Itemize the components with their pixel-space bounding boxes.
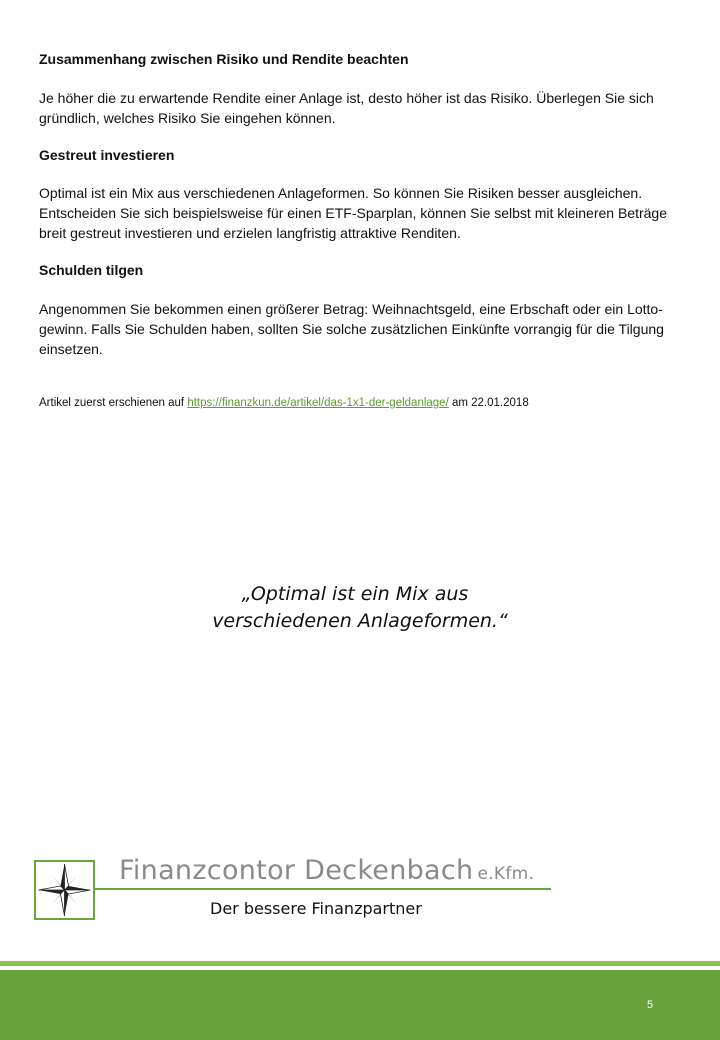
brand-name xyxy=(119,854,534,891)
quote-line-1: „Optimal ist ein Mix aus xyxy=(241,583,469,605)
source-link[interactable]: https://finanzkun.de/artikel/das-1x1-der-geldanlage/ xyxy=(187,397,449,409)
brand-tagline: Der bessere Finanzpartner xyxy=(210,899,422,918)
brand-name-text: Finanzcontor Deckenbach xyxy=(119,855,474,886)
text-line: Optimal ist ein Mix aus verschiedenen Anlageformen. So können Sie Risiken besser ausgleichen. xyxy=(39,185,643,201)
heading-risk-return: Zusammenhang zwischen Risiko und Rendite beachten xyxy=(39,51,409,67)
text-line: Entscheiden Sie sich beispielsweise für einen ETF-Sparplan, können Sie selbst mit kleineren Beträge xyxy=(39,205,668,221)
source-prefix: Artikel zuerst erschienen auf xyxy=(39,397,185,409)
heading-diversify: Gestreut investieren xyxy=(39,147,175,163)
compass-star-graphic xyxy=(36,862,93,918)
source-note xyxy=(39,395,529,411)
text-line: gewinn. Falls Sie Schulden haben, sollten Sie solche zusätzlichen Einkünfte vorrangig für die Tilgung xyxy=(39,321,664,337)
footer-band xyxy=(0,970,720,1040)
compass-star-icon xyxy=(34,860,95,920)
brand-suffix: e.Kfm. xyxy=(477,864,535,884)
pull-quote xyxy=(0,581,720,635)
page-number: 5 xyxy=(646,999,654,1011)
paragraph-risk-return xyxy=(39,88,699,128)
text-line: breit gestreut investieren und erzielen langfristig attraktive Renditen. xyxy=(39,225,461,241)
heading-debts: Schulden tilgen xyxy=(39,262,144,278)
text-line: einsetzen. xyxy=(39,341,103,357)
text-line: gründlich, welches Risiko Sie eingehen können. xyxy=(39,110,336,126)
footer-accent-line xyxy=(0,961,720,966)
source-date: am 22.01.2018 xyxy=(451,397,529,409)
paragraph-debts xyxy=(39,299,699,359)
paragraph-diversify xyxy=(39,183,699,243)
text-line: Je höher die zu erwartende Rendite einer Anlage ist, desto höher ist das Risiko. Überlegen Sie sich xyxy=(39,90,654,106)
text-line: Angenommen Sie bekommen einen größerer Betrag: Weihnachtsgeld, eine Erbschaft oder ein Lotto- xyxy=(39,301,663,317)
quote-line-2: verschiedenen Anlageformen.“ xyxy=(212,610,508,632)
